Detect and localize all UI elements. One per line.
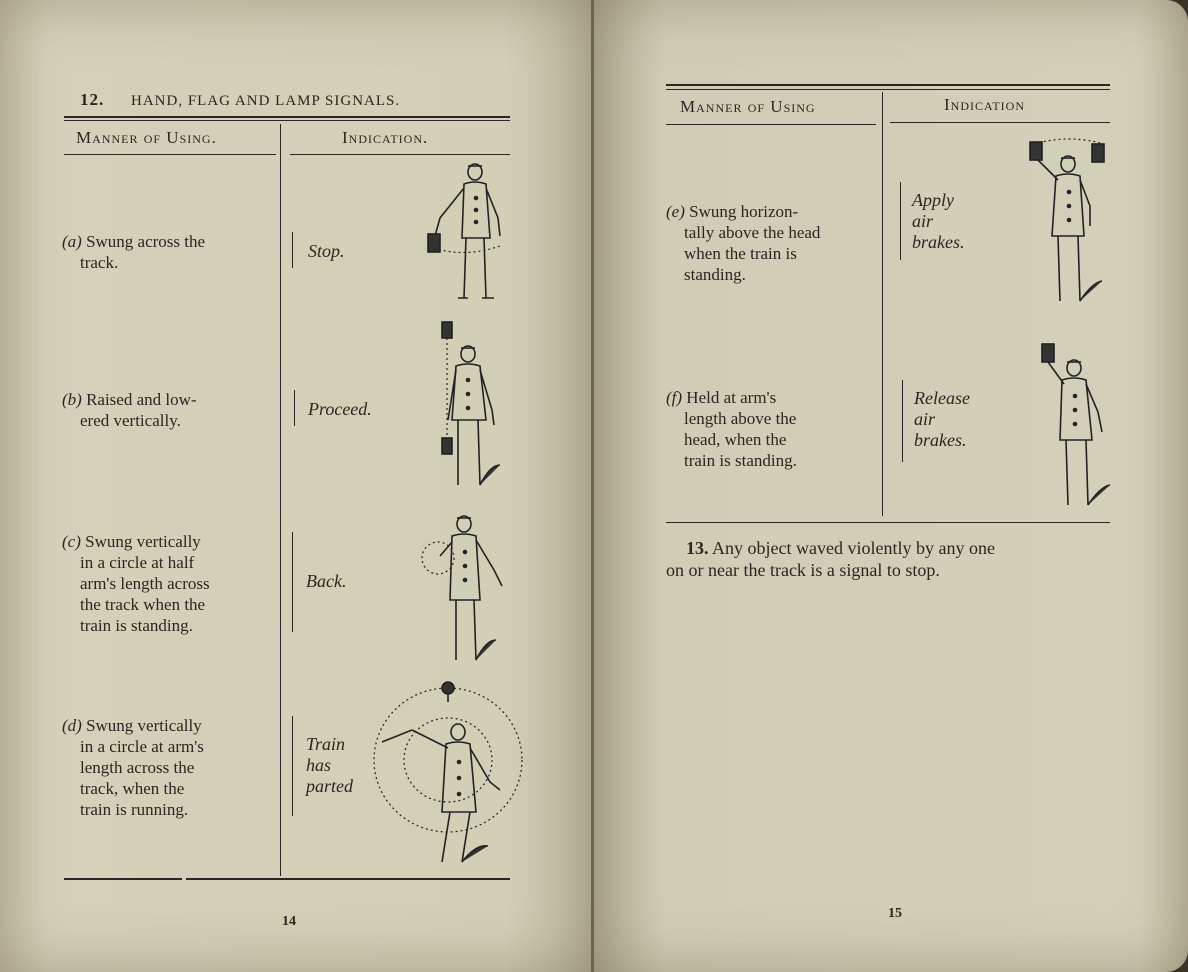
figure-back-signal <box>416 510 508 670</box>
brace <box>900 182 901 260</box>
row-letter: (c) <box>62 532 81 551</box>
column-header-indication: Indication. <box>342 128 429 147</box>
page-number-right: 15 <box>888 906 902 921</box>
column-header-rule-right <box>290 154 510 155</box>
desc-line: in a circle at arm's <box>80 737 204 756</box>
signal-row-b-description <box>62 389 262 431</box>
desc-line: Swung horizon- <box>689 202 799 221</box>
header-rule <box>64 116 510 118</box>
figure-release-air-brakes-signal <box>1034 340 1114 510</box>
row-letter: (a) <box>62 232 82 251</box>
brace <box>294 390 295 426</box>
desc-line: length across the <box>80 758 195 777</box>
desc-line: in a circle at half <box>80 553 195 572</box>
desc-line: Swung vertically <box>85 532 201 551</box>
column-header-manner: Manner of Using <box>680 97 816 116</box>
desc-line: train is standing. <box>684 451 797 470</box>
column-header-indication: Indication <box>944 95 1025 114</box>
indication-line: air <box>914 409 936 429</box>
bottom-rule-right <box>186 878 510 880</box>
indication-line: has <box>306 755 332 775</box>
desc-line: ered vertically. <box>80 411 181 430</box>
rule-13-paragraph <box>666 537 1118 581</box>
indication-line: brakes. <box>914 430 967 450</box>
brace <box>902 380 903 462</box>
desc-line: train is running. <box>80 800 189 819</box>
signal-row-d-description <box>62 715 262 820</box>
desc-line: track, when the <box>80 779 185 798</box>
signal-row-e-description <box>666 201 864 285</box>
desc-line: Swung across the <box>86 232 206 251</box>
header-rule-2 <box>666 89 1110 90</box>
figure-train-parted-signal <box>372 682 524 872</box>
column-header-rule-left <box>64 154 276 155</box>
signal-row-c-description <box>62 531 262 636</box>
indication-line: air <box>912 211 934 231</box>
signal-row-f-description <box>666 387 864 471</box>
indication-proceed: Proceed. <box>308 399 372 419</box>
indication-apply-air-brakes <box>912 190 965 253</box>
column-divider <box>280 124 281 876</box>
desc-line: the track when the <box>80 595 206 614</box>
running-header <box>80 90 400 110</box>
figure-stop-signal <box>420 158 510 308</box>
desc-line: train is standing. <box>80 616 193 635</box>
desc-line: track. <box>80 253 119 272</box>
figure-apply-air-brakes-signal <box>1024 136 1114 311</box>
bottom-rule-left <box>64 878 182 880</box>
indication-line: parted <box>306 776 353 796</box>
header-rule-2 <box>64 120 510 121</box>
desc-line: length above the <box>684 409 797 428</box>
column-header-manner: Manner of Using. <box>76 128 217 147</box>
signal-row-a-description <box>62 231 262 273</box>
right-page <box>594 0 1188 972</box>
header-rule <box>666 84 1110 86</box>
rule-13-number: 13. <box>686 538 709 558</box>
rule-13-line2: on or near the track is a signal to stop. <box>666 560 940 580</box>
indication-train-has-parted <box>306 734 353 797</box>
desc-line: Raised and low- <box>86 390 197 409</box>
column-header-rule-left <box>666 124 876 125</box>
brace <box>292 716 293 816</box>
desc-line: arm's length across <box>80 574 210 593</box>
indication-line: Train <box>306 734 346 754</box>
rule-13-line1: Any object waved violently by any one <box>712 538 995 558</box>
row-letter: (d) <box>62 716 82 735</box>
desc-line: standing. <box>684 265 746 284</box>
table-bottom-rule <box>666 522 1110 523</box>
figure-proceed-signal <box>430 320 510 495</box>
column-header-rule-right <box>890 122 1110 123</box>
indication-back: Back. <box>306 571 347 591</box>
brace <box>292 532 293 632</box>
indication-line: Release <box>914 388 970 408</box>
indication-line: Apply <box>912 190 954 210</box>
row-letter: (f) <box>666 388 683 407</box>
indication-stop: Stop. <box>308 241 345 261</box>
desc-line: Swung vertically <box>86 716 202 735</box>
page-number-left: 14 <box>282 914 296 929</box>
header-title: HAND, FLAG AND LAMP SIGNALS. <box>131 93 401 109</box>
desc-line: head, when the <box>684 430 787 449</box>
indication-line: brakes. <box>912 232 965 252</box>
desc-line: when the train is <box>684 244 797 263</box>
row-letter: (e) <box>666 202 685 221</box>
column-divider <box>882 92 883 516</box>
row-letter: (b) <box>62 390 82 409</box>
header-number: 12. <box>80 90 105 109</box>
desc-line: tally above the head <box>684 223 821 242</box>
brace <box>292 232 293 268</box>
indication-release-air-brakes <box>914 388 970 451</box>
desc-line: Held at arm's <box>686 388 777 407</box>
